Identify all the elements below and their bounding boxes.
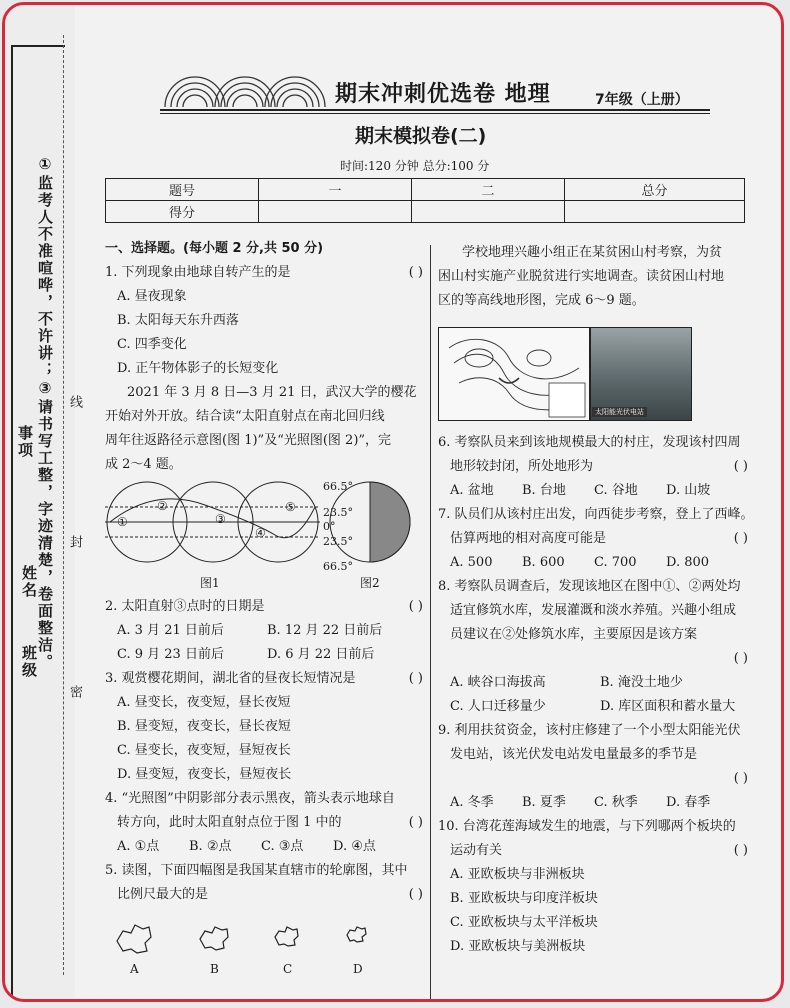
option[interactable]: C. 700 — [594, 555, 637, 570]
option[interactable]: A. 亚欧板块与非洲板块 — [450, 867, 585, 882]
option[interactable]: C. 昼变长，夜变短，昼短夜长 — [117, 743, 291, 758]
intro-line: 区的等高线地形图，完成 6～9 题。 — [438, 293, 645, 308]
intro-line: 困山村实施产业脱贫进行实地调查。读贫困山村地 — [438, 269, 725, 284]
class-label: 班级 — [20, 645, 38, 679]
map-label[interactable]: B — [210, 962, 219, 976]
question-9-line: 发电站，该光伏发电站发电量最多的季节是 — [450, 747, 698, 762]
option[interactable]: B. 亚欧板块与印度洋板块 — [450, 891, 598, 906]
time-score-line: 时间:120 分钟 总分:100 分 — [340, 159, 490, 173]
option[interactable]: C. 四季变化 — [117, 337, 187, 352]
option[interactable]: B. 600 — [522, 555, 565, 570]
question-4-line — [105, 811, 423, 835]
option[interactable]: D. 6 月 22 日前后 — [267, 647, 375, 662]
title-rule — [160, 109, 710, 111]
seal-xian: 线 — [67, 395, 82, 410]
table-cell[interactable] — [565, 201, 745, 223]
question-text: 转方向，此时太阳直射点位于图 1 中的 — [117, 815, 342, 830]
question-10-line: 10. 台湾花莲海域发生的地震，与下列哪两个板块的 — [438, 819, 736, 834]
latitude-label: 66.5° — [323, 560, 353, 573]
option[interactable]: B. ②点 — [189, 839, 232, 854]
intro-line: 周年往返路径示意图(图 1)”及“光照图(图 2)”，完 — [105, 433, 392, 448]
contour-map-icon — [439, 328, 589, 420]
page-frame — [2, 2, 784, 1002]
option[interactable]: A. 盆地 — [450, 483, 494, 498]
latitude-label: 66.5° — [323, 480, 353, 493]
table-cell: 一 — [259, 179, 412, 201]
question-text: 2. 太阳直射③点时的日期是 — [105, 599, 265, 614]
exam-page — [100, 5, 770, 1002]
option[interactable]: B. 夏季 — [522, 795, 566, 810]
latitude-label: 0° — [323, 520, 336, 533]
table-cell[interactable] — [412, 201, 565, 223]
option-row — [438, 479, 748, 503]
left-column — [105, 237, 423, 977]
map-label[interactable]: D — [353, 962, 363, 976]
option[interactable]: A. 冬季 — [450, 795, 494, 810]
option[interactable]: B. 12 月 22 日前后 — [267, 623, 383, 638]
map-label[interactable]: A — [130, 962, 139, 976]
svg-text:①: ① — [117, 515, 128, 529]
answer-paren[interactable]: ( ) — [733, 843, 748, 858]
svg-text:③: ③ — [215, 512, 226, 526]
figure-1-caption: 图1 — [200, 576, 220, 590]
answer-paren[interactable]: ( ) — [408, 599, 423, 614]
option[interactable]: D. 正午物体影子的长短变化 — [117, 361, 279, 376]
column-divider — [430, 245, 431, 1002]
option[interactable]: D. 山坡 — [666, 483, 711, 498]
name-label: 姓名 — [20, 565, 38, 599]
option[interactable]: B. 台地 — [522, 483, 566, 498]
option[interactable]: C. 9 月 23 日前后 — [117, 647, 224, 662]
answer-paren[interactable]: ( ) — [733, 531, 748, 546]
sub-title: 期末模拟卷(二) — [355, 125, 487, 147]
svg-text:②: ② — [157, 499, 168, 513]
outline-maps — [105, 907, 423, 977]
option-row — [105, 835, 423, 859]
question-text: 地形较封闭，所处地形为 — [450, 459, 594, 474]
seal-feng: 封 — [67, 535, 82, 550]
table-cell: 题号 — [106, 179, 259, 201]
answer-paren[interactable]: ( ) — [733, 459, 748, 474]
latitude-label: 23.5° — [323, 506, 353, 519]
option-row — [105, 643, 423, 667]
option[interactable]: D. 春季 — [666, 795, 711, 810]
figure-2-caption: 图2 — [360, 576, 380, 590]
matters-label: 事项 — [16, 425, 34, 459]
answer-row — [438, 767, 748, 791]
option[interactable]: B. 昼变短，夜变长，昼长夜短 — [117, 719, 291, 734]
option[interactable]: B. 淹没土地少 — [600, 675, 683, 690]
option[interactable]: A. 昼变长，夜变短，昼长夜短 — [117, 695, 291, 710]
question-8-line: 8. 考察队员调查后，发现该地区在图中①、②两处均 — [438, 579, 741, 594]
option[interactable]: D. ④点 — [333, 839, 376, 854]
question-4-line: 4. “光照图”中阴影部分表示黑夜，箭头表示地球自 — [105, 791, 395, 806]
option[interactable]: C. 人口迁移量少 — [450, 699, 546, 714]
section-heading: 一、选择题。(每小题 2 分,共 50 分) — [105, 241, 324, 256]
question-6-line: 6. 考察队员来到该地规模最大的村庄，发现该村四周 — [438, 435, 741, 450]
table-row — [106, 201, 745, 223]
rainbow-logo-icon — [160, 63, 330, 109]
question-text: 1. 下列现象由地球自转产生的是 — [105, 265, 291, 280]
question-5-line: 5. 读图，下面四幅图是我国某直辖市的轮廓图，其中 — [105, 863, 408, 878]
question-text: 员建议在②处修筑水库，主要原因是该方案 — [450, 627, 698, 642]
contour-map — [438, 327, 590, 421]
option[interactable]: D. 亚欧板块与美洲板块 — [450, 939, 586, 954]
question-7-line — [438, 527, 748, 551]
option[interactable]: C. 谷地 — [594, 483, 638, 498]
answer-paren[interactable]: ( ) — [408, 265, 423, 280]
option[interactable]: A. 3 月 21 日前后 — [117, 623, 224, 638]
city-outline-maps-icon — [105, 911, 423, 959]
option[interactable]: C. 秋季 — [594, 795, 638, 810]
question-8-line — [438, 623, 748, 647]
table-cell: 得分 — [106, 201, 259, 223]
intro-line: 开始对外开放。结合读“太阳直射点在南北回归线 — [105, 409, 385, 424]
main-title: 期末冲刺优选卷 地理 — [335, 82, 551, 107]
question-text: 运动有关 — [450, 843, 503, 858]
figures — [105, 477, 423, 595]
svg-text:⑤: ⑤ — [285, 500, 296, 514]
answer-paren[interactable]: ( ) — [408, 815, 423, 830]
seal-mi: 密 — [67, 685, 82, 700]
question-9-line: 9. 利用扶贫资金，该村庄修建了一个小型太阳能光伏 — [438, 723, 741, 738]
question-text: 3. 观赏樱花期间，湖北省的昼夜长短情况是 — [105, 671, 356, 686]
title-rule-thin — [160, 113, 710, 114]
option-row — [438, 551, 748, 575]
svg-text:④: ④ — [255, 526, 266, 540]
binding-spine — [5, 5, 82, 1002]
option-row — [438, 671, 748, 695]
option-row — [105, 619, 423, 643]
question-6-line — [438, 455, 748, 479]
map-label[interactable]: C — [283, 962, 293, 976]
question-3 — [105, 667, 423, 691]
option-row — [438, 791, 748, 815]
option[interactable]: A. 500 — [450, 555, 493, 570]
question-5-line — [105, 883, 423, 907]
grade-label: 7年级（上册） — [595, 92, 689, 108]
intro-line: 2021 年 3 月 8 日—3 月 21 日，武汉大学的樱花 — [127, 385, 417, 400]
table-cell[interactable] — [259, 201, 412, 223]
option[interactable]: A. 昼夜现象 — [117, 289, 187, 304]
score-table — [105, 178, 745, 223]
answer-row — [438, 647, 748, 671]
question-text: 估算两地的相对高度可能是 — [450, 531, 607, 546]
option-row — [438, 695, 748, 719]
answer-paren[interactable]: ( ) — [408, 671, 423, 686]
question-text: 比例尺最大的是 — [117, 887, 209, 902]
table-row — [106, 179, 745, 201]
option[interactable]: B. 太阳每天东升西落 — [117, 313, 239, 328]
exam-notes: ①监考人不准喧哗，不许讲；③请书写工整，字迹清楚，卷面整洁。 — [36, 155, 54, 671]
answer-paren[interactable]: ( ) — [408, 887, 423, 902]
option[interactable]: D. 库区面积和蓄水量大 — [600, 699, 736, 714]
question-8-line: 适宜修筑水库，发展灌溉和淡水养殖。兴趣小组成 — [450, 603, 737, 618]
question-2 — [105, 595, 423, 619]
option[interactable]: A. 峡谷口海拔高 — [450, 675, 546, 690]
photo-caption: 太阳能光伏电站 — [592, 407, 647, 417]
option[interactable]: A. ①点 — [117, 839, 160, 854]
intro-line: 学校地理兴趣小组正在某贫困山村考察，为贫 — [462, 245, 723, 260]
option[interactable]: C. ③点 — [261, 839, 304, 854]
option[interactable]: C. 亚欧板块与太平洋板块 — [450, 915, 598, 930]
cut-line — [63, 35, 64, 975]
option[interactable]: D. 800 — [666, 555, 710, 570]
answer-paren[interactable]: ( ) — [733, 771, 748, 786]
question-10-line — [438, 839, 748, 863]
latitude-label: 23.5° — [323, 535, 353, 548]
intro-line: 成 2～4 题。 — [105, 457, 182, 472]
table-cell: 二 — [412, 179, 565, 201]
answer-paren[interactable]: ( ) — [733, 651, 748, 666]
question-7-line: 7. 队员们从该村庄出发，向西徒步考察，登上了西峰。 — [438, 507, 754, 522]
option[interactable]: D. 昼变短，夜变长，昼短夜长 — [117, 767, 292, 782]
table-cell: 总分 — [565, 179, 745, 201]
question-1 — [105, 261, 423, 285]
